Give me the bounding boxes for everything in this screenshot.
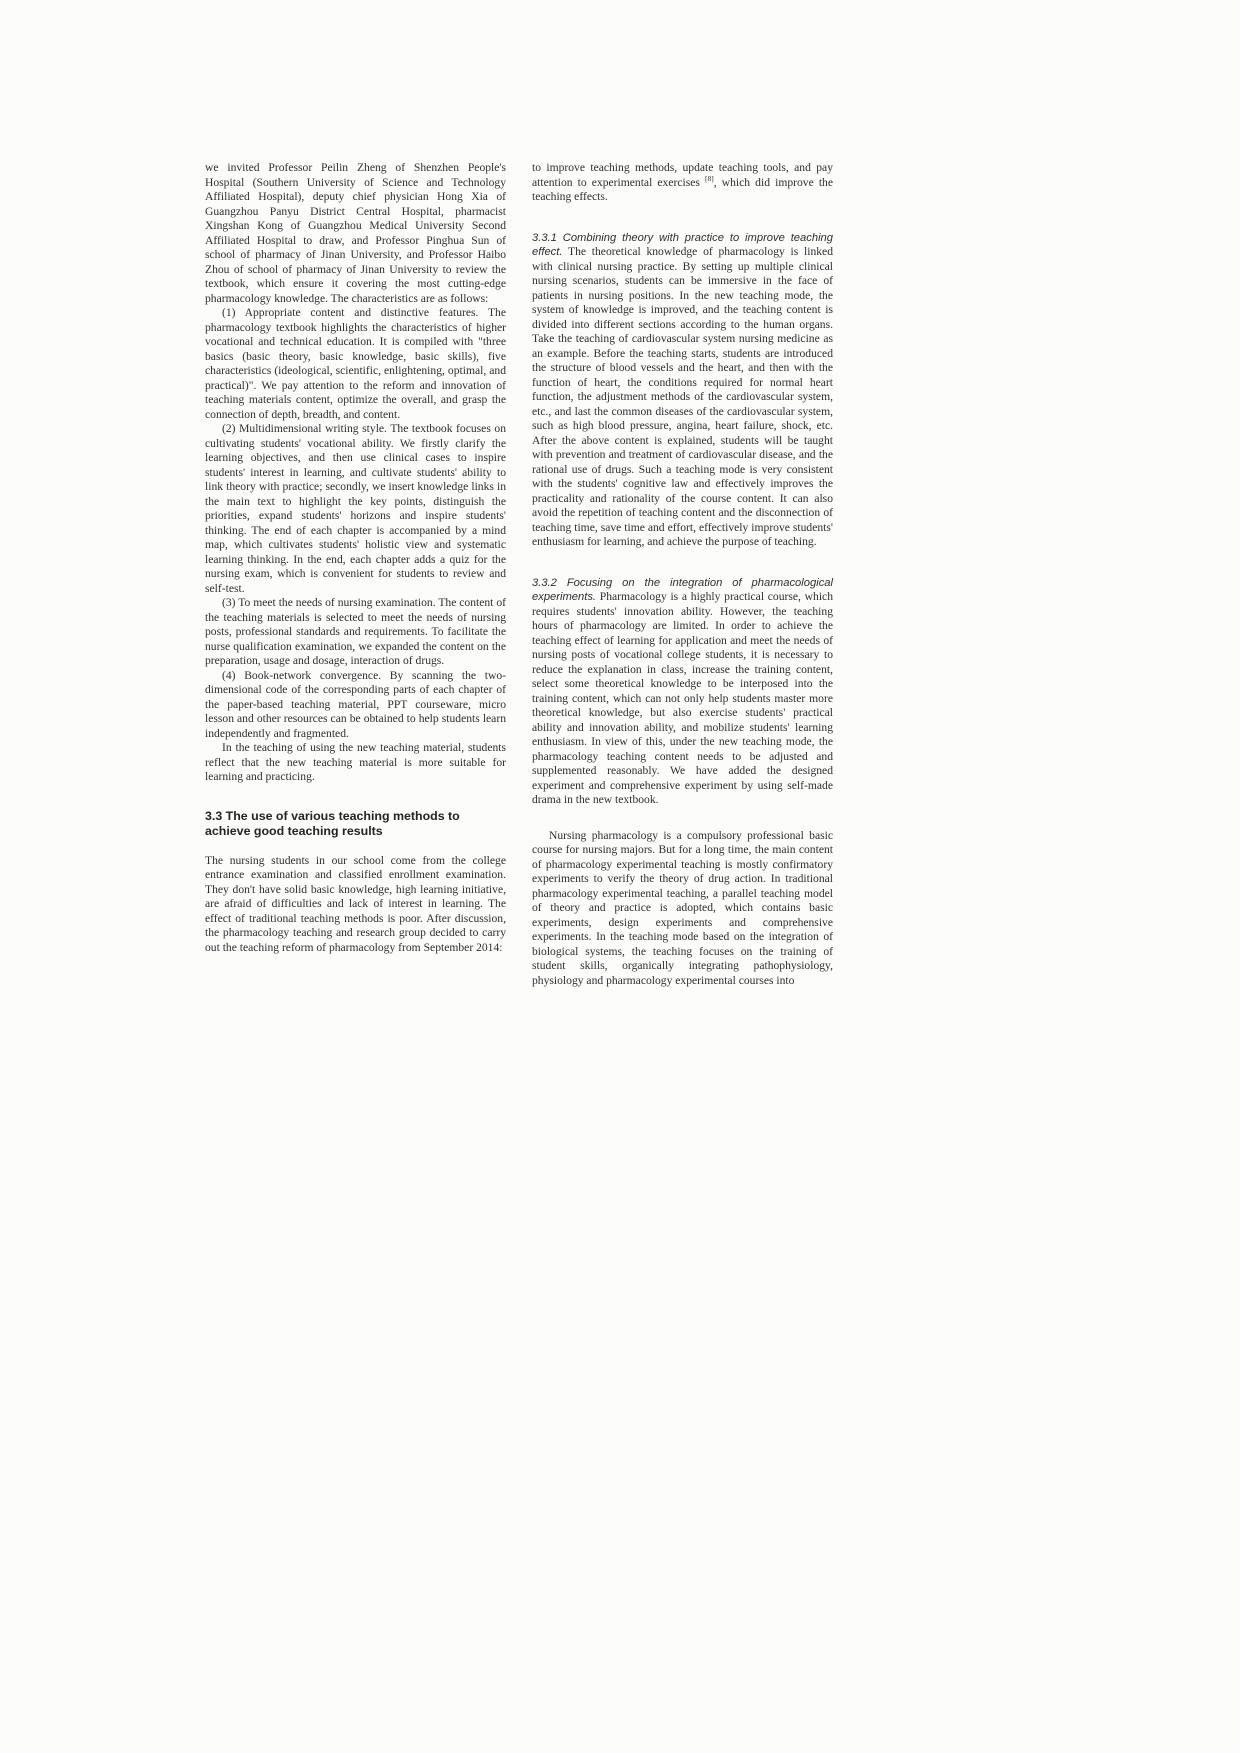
paragraph-text: , which did improve the teaching effects.	[532, 175, 833, 203]
right-column	[532, 161, 833, 988]
subsection-heading-3-3-2: 3.3.2 Focusing on the integration of pharmacological experiments.	[532, 576, 833, 603]
paragraph-section-3-3-1	[532, 231, 833, 550]
paragraph-feature-4: (4) Book-network convergence. By scanning the two-dimensional code of the corresponding parts of each chapter of the paper-based teaching material, PPT courseware, micro lesson and other resources can be obtained to help students learn independently and fragmented.	[205, 668, 506, 740]
citation-8: [8]	[705, 173, 714, 183]
subsection-heading-3-3-1: 3.3.1 Combining theory with practice to improve teaching effect.	[532, 231, 833, 258]
paragraph-feature-1: (1) Appropriate content and distinctive features. The pharmacology textbook highlights the characteristics of higher vocational and technical education. It is compiled with "three basics (basic theory, basic knowledge, basic skills), five characteristics (ideological, scientific, enlightening, optimal, and practical)". We pay attention to the reform and innovation of teaching materials content, optimize the overall, and grasp the connection of depth, breadth, and content.	[205, 306, 506, 421]
paragraph-text: to improve teaching methods, update teaching tools, and pay attention to experimental exercises	[532, 161, 833, 189]
paragraph-continuation: we invited Professor Peilin Zheng of Shenzhen People's Hospital (Southern University of Science and Technology Affiliated Hospital), deputy chief physician Hong Xia of Guangzhou Panyu District Central Hospital, pharmacist Xingshan Kong of Guangzhou Medical University Second Affiliated Hospital to draw, and Professor Pinghua Sun of school of pharmacy of Jinan University, and Professor Haibo Zhou of school of pharmacy of Jinan University to review the textbook, which ensure it covering the most cutting-edge pharmacology knowledge. The characteristics are as follows:	[205, 161, 506, 305]
paragraph-text: Pharmacology is a highly practical course, which requires students' innovation ability. However, the teaching hours of pharmacology are limited. In order to achieve the teaching effect of learning for application and meet the needs of nursing posts of vocational college students, it is necessary to reduce the explanation in class, increase the training content, select some theoretical knowledge to be interposed into the training content, which can not only help students master more theoretical knowledge, but also exercise students' practical ability and innovation ability, and mobilize students' learning enthusiasm. In view of this, under the new teaching mode, the pharmacology teaching content needs to be adjusted and supplemented reasonably. We have added the designed experiment and comprehensive experiment by using self-made drama in the new textbook.	[532, 590, 833, 806]
paragraph-students-background: The nursing students in our school come from the college entrance examination and classified enrollment examination. They don't have solid basic knowledge, high learning initiative, are afraid of difficulties and lack of interest in learning. The effect of traditional teaching methods is poor. After discussion, the pharmacology teaching and research group decided to carry out the teaching reform of pharmacology from September 2014:	[205, 853, 506, 954]
paragraph-reflection: In the teaching of using the new teaching material, students reflect that the new teaching material is more suitable for learning and practicing.	[205, 741, 506, 783]
section-heading-3-3: 3.3 The use of various teaching methods to achieve good teaching results	[205, 808, 460, 838]
page-content	[205, 161, 833, 988]
paragraph-continuation-top	[532, 161, 833, 205]
paragraph-feature-3: (3) To meet the needs of nursing examination. The content of the teaching materials is selected to meet the needs of nursing posts, professional standards and requirements. To facilitate the nurse qualification examination, we expanded the content on the preparation, usage and dosage, interaction of drugs.	[205, 596, 506, 667]
paragraph-text: The theoretical knowledge of pharmacology is linked with clinical nursing practice. By setting up multiple clinical nursing scenarios, students can be immersive in the face of patients in nursing positions. In the new teaching mode, the system of knowledge is improved, and the teaching content is divided into different sections according to the human organs. Take the teaching of cardiovascular system nursing medicine as an example. Before the teaching starts, students are introduced the structure of blood vessels and the heart, and then with the function of heart, the conditions required for normal heart function, the adjustment methods of the cardiovascular system, etc., and last the common diseases of the cardiovascular system, such as high blood pressure, angina, heart failure, shock, etc. After the above content is explained, students will be taught with prevention and treatment of cardiovascular disease, and the rational use of drugs. Such a teaching mode is very consistent with the students' cognitive law and effectively improves the practicality and rationality of the course content. It can also avoid the repetition of teaching content and the disconnection of teaching time, save time and effort, effectively improve students' enthusiasm for learning, and achieve the purpose of teaching.	[532, 245, 833, 548]
left-column	[205, 161, 506, 988]
paragraph-section-3-3-2	[532, 576, 833, 808]
paragraph-nursing-pharmacology: Nursing pharmacology is a compulsory professional basic course for nursing majors. But for a long time, the main content of pharmacology experimental teaching is mostly confirmatory experiments to verify the theory of drug action. In traditional pharmacology experimental teaching, a parallel teaching model of theory and practice is adopted, which contains basic experiments, design experiments and comprehensive experiments. In the teaching mode based on the integration of biological systems, the teaching focuses on the training of student skills, organically integrating pathophysiology, physiology and pharmacology experimental courses into	[532, 828, 833, 987]
paragraph-feature-2: (2) Multidimensional writing style. The textbook focuses on cultivating students' vocational ability. We firstly clarify the learning objectives, and then use clinical cases to inspire students' interest in learning, and cultivate students' ability to link theory with practice; secondly, we insert knowledge links in the main text to highlight the key points, distinguish the priorities, expand students' horizons and inspire students' thinking. The end of each chapter is accompanied by a mind map, which cultivates students' holistic view and systematic learning thinking. In the end, each chapter adds a quiz for the nursing exam, which is convenient for students to review and self-test.	[205, 422, 506, 595]
